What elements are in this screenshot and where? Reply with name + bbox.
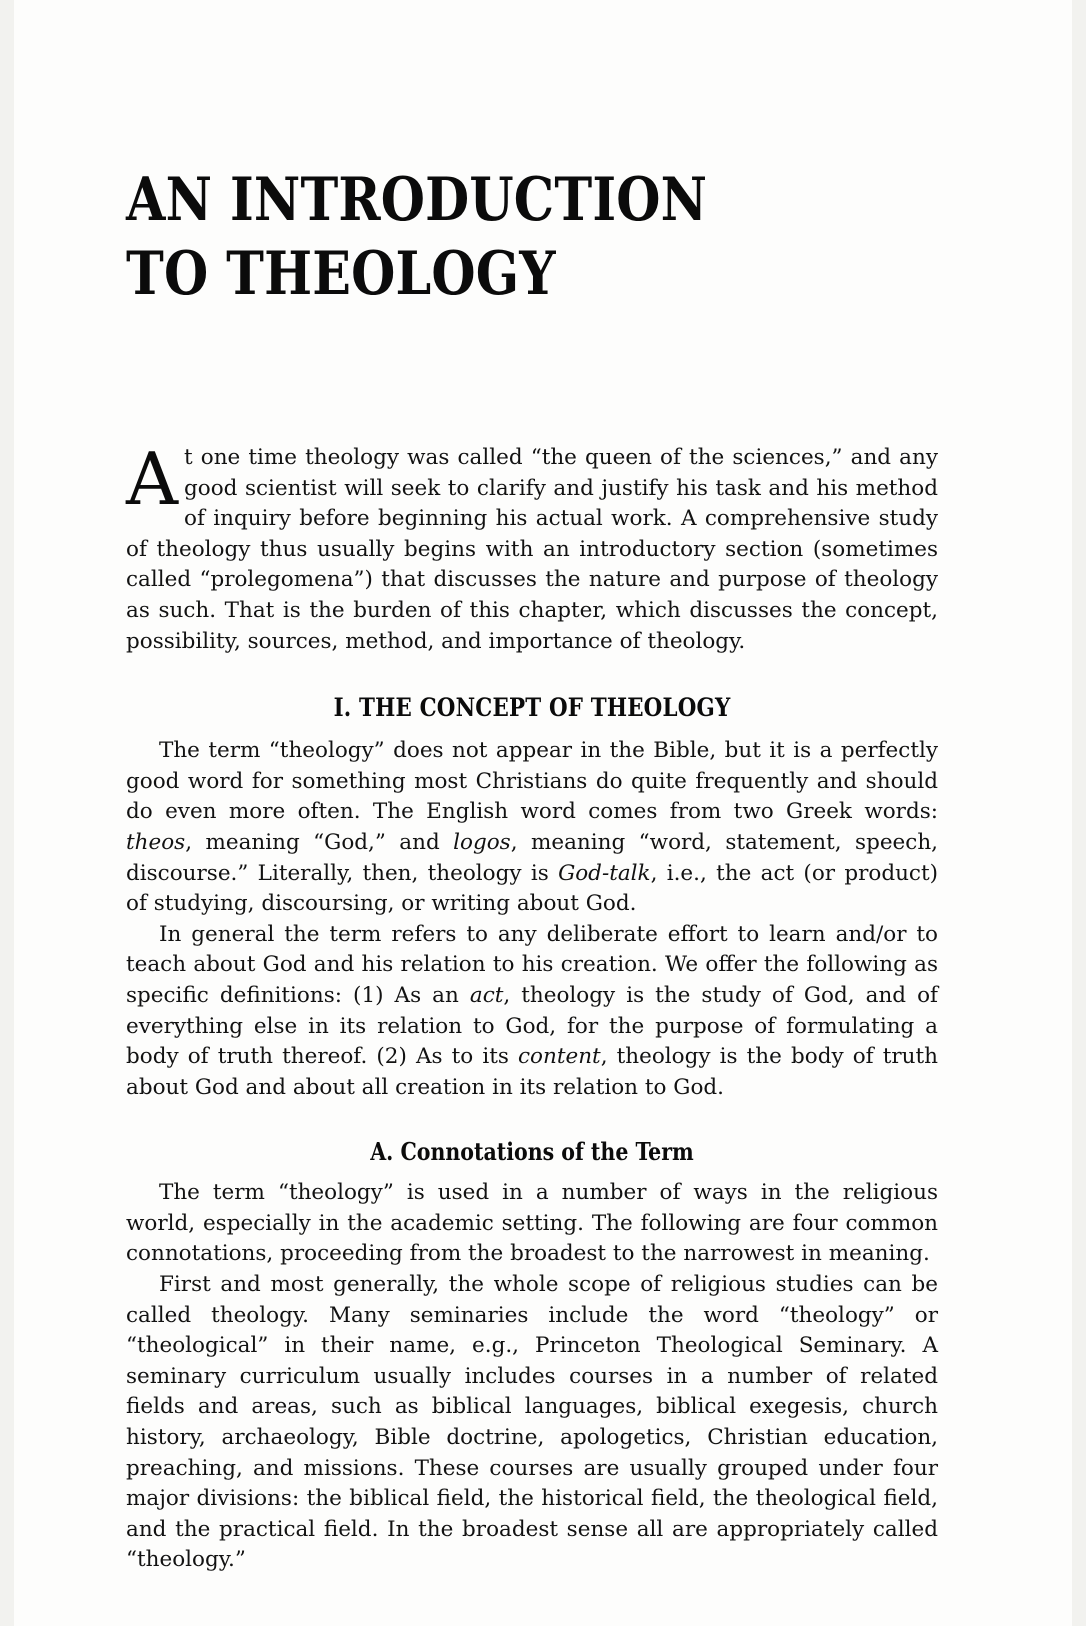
page-title-line-1: AN INTRODUCTION [126,165,708,235]
page-title [126,0,889,311]
section-1-paragraph-1: The term “theology” does not appear in the Bible, but it is a perfectly good word for something most Christians do quite frequently and should do even more often. The English word comes from two Greek words: theos, meaning “God,” and logos, meaning “word, statement, speech, discourse.” Literally, then, theology is God-talk, i.e., the act (or product) of studying, discoursing, or writing about God. [126,738,939,917]
paper-edge-right [1072,0,1086,1626]
subsection-a-paragraph-2: First and most generally, the whole scope of religious studies can be called theology. Many seminaries include the word “theology” or “theological” in their name, e.g., Princeton Theological Seminary. A seminary curriculum usually includes courses in a number of related fields and areas, such as biblical languages, biblical exegesis, church history, archaeology, Bible doctrine, apologetics, Christian education, preaching, and missions. These courses are usually grouped under four major divisions: the biblical field, the historical field, the theological field, and the practical field. In the broadest sense all are appropriately called “theology.” [126,1272,938,1573]
section-1-paragraph-2: In general the term refers to any deliberate effort to learn and/or to teach about God and his relation to his creation. We offer the following as specific definitions: (1) As an act, theology is the study of God, and of everything else in its relation to God, for the purpose of formulating a body of truth thereof. (2) As to its content, theology is the body of truth about God and about all creation in its relation to God. [126,921,939,1100]
opening-paragraph [126,437,938,657]
paper-edge-left [0,0,14,1626]
page-title-line-2: TO THEOLOGY [126,239,556,309]
page-content [126,0,938,1576]
subsection-a-paragraph-1: The term “theology” is used in a number of ways in the religious world, especially in the academic setting. The following are four common connotations, proceeding from the broadest to the narrowest in meaning. [126,1180,938,1267]
section-heading-1: I. THE CONCEPT OF THEOLOGY [333,693,731,723]
drop-cap: A [126,437,178,521]
body-text [126,437,939,1576]
subsection-heading-a: A. Connotations of the Term [370,1137,694,1167]
opening-paragraph-text: t one time theology was called “the queen of the sciences,” and any good scientist will seek to clarify and justify his task and his method of inquiry before beginning his actual work. A comprehensive study of theology thus usually begins with an introductory section (sometimes called “prolegomena”) that discusses the nature and purpose of theology as such. That is the burden of this chapter, which discusses the concept, possibility, sources, method, and importance of theology. [126,445,938,654]
